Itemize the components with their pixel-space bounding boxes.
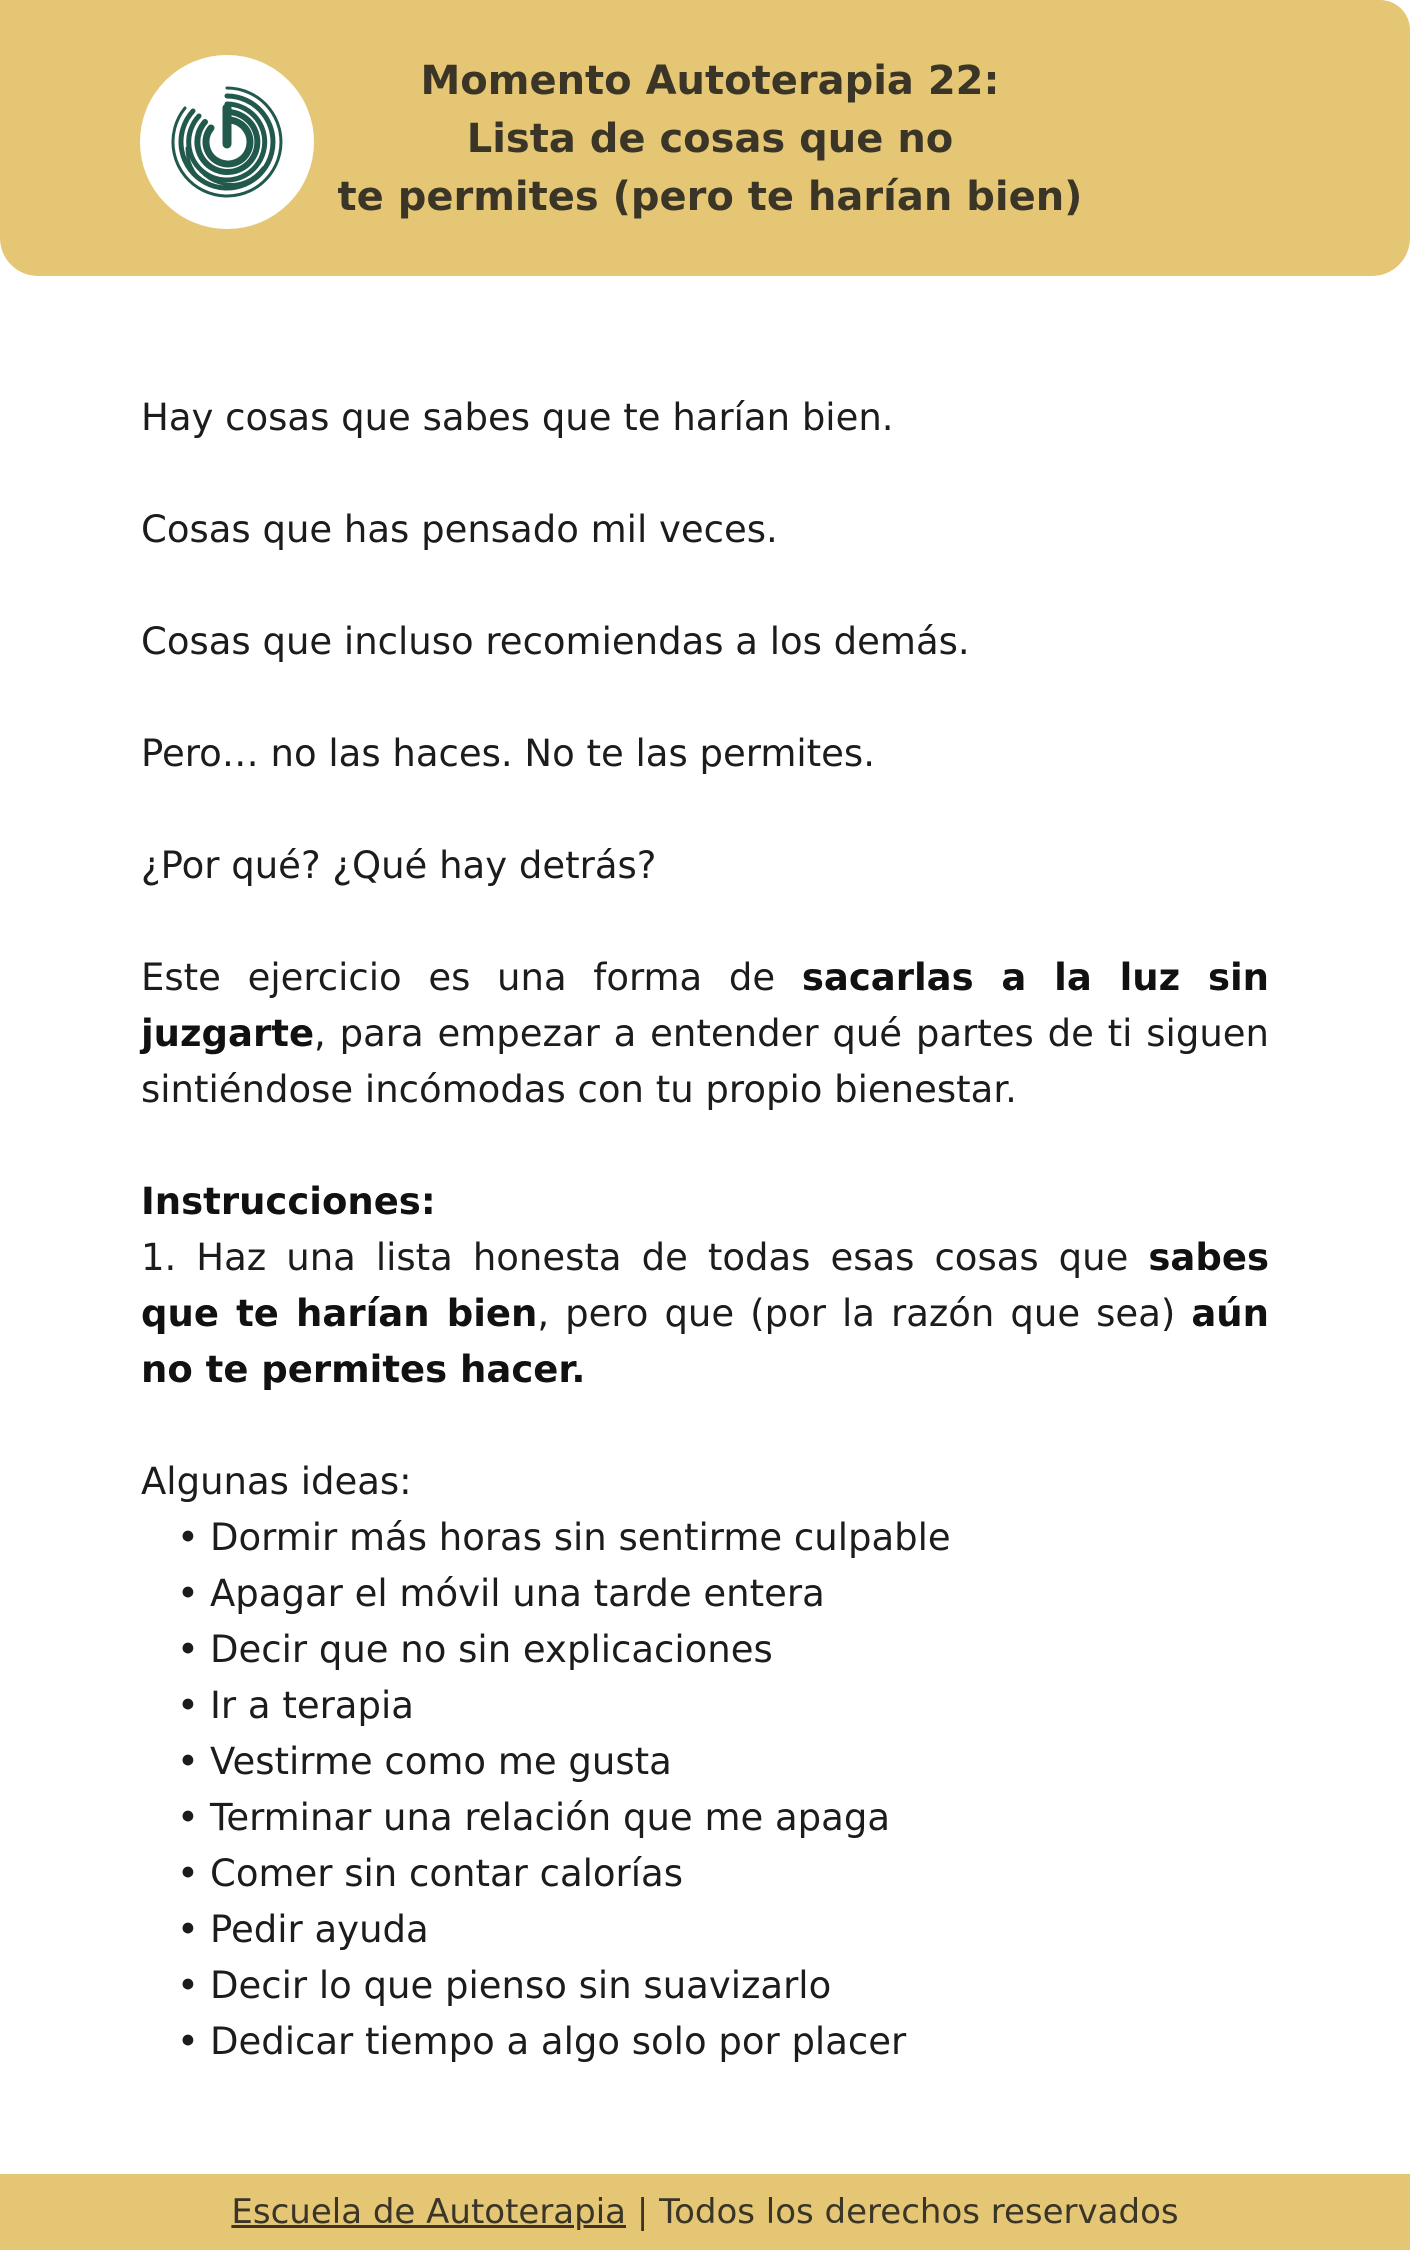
bullet-icon: • [177, 1740, 199, 1783]
header-banner [0, 0, 1410, 276]
footer-separator: | [626, 2192, 660, 2232]
list-item-text: Terminar una relación que me apaga [210, 1796, 891, 1839]
step1-text-middle: , pero que (por la razón que sea) [537, 1292, 1192, 1335]
instructions-heading: Instrucciones: [141, 1180, 436, 1223]
list-item [141, 1790, 1269, 1846]
instructions-step-1 [141, 1230, 1269, 1398]
list-item [141, 1566, 1269, 1622]
title-line-2: Lista de cosas que no [466, 116, 954, 162]
main-content [141, 390, 1269, 2070]
list-item [141, 1846, 1269, 1902]
ideas-list [141, 1510, 1269, 2070]
instructions-section [141, 1174, 1269, 2070]
school-link[interactable]: Escuela de Autoterapia [231, 2192, 627, 2232]
intro-paragraph-4: Pero… no las haces. No te las permites. [141, 732, 875, 775]
footer-bar [0, 2174, 1410, 2250]
list-item [141, 2014, 1269, 2070]
title-line-3: te permites (pero te harían bien) [337, 174, 1083, 220]
footer-rights: Todos los derechos reservados [659, 2192, 1179, 2232]
list-item-text: Vestirme como me gusta [210, 1740, 672, 1783]
list-item-text: Comer sin contar calorías [210, 1852, 683, 1895]
bullet-icon: • [177, 1684, 199, 1727]
intro-paragraph-1: Hay cosas que sabes que te harían bien. [141, 396, 894, 439]
p6-text-after: , para empezar a entender qué partes de ti siguen sintiéndose incómodas con tu propio bienestar. [141, 1012, 1269, 1111]
intro-paragraph-6 [141, 950, 1269, 1118]
list-item-text: Decir lo que pienso sin suavizarlo [210, 1964, 832, 2007]
step1-bold-1: sabes que te harían bien [141, 1236, 1269, 1335]
bullet-icon: • [177, 1628, 199, 1671]
list-item [141, 1734, 1269, 1790]
list-item [141, 1678, 1269, 1734]
spiral-logo-icon [163, 78, 291, 206]
list-item-text: Ir a terapia [210, 1684, 414, 1727]
logo [140, 55, 314, 229]
list-item [141, 1622, 1269, 1678]
bullet-icon: • [177, 1516, 199, 1559]
list-item [141, 1510, 1269, 1566]
step1-bold-2: aún no te permites hacer. [141, 1292, 1269, 1391]
p6-bold-text: sacarlas a la luz sin juzgarte [141, 956, 1270, 1055]
step1-text-before: 1. Haz una lista honesta de todas esas cosas que [141, 1236, 1149, 1279]
intro-paragraph-3: Cosas que incluso recomiendas a los demás. [141, 620, 970, 663]
intro-paragraph-2: Cosas que has pensado mil veces. [141, 508, 778, 551]
bullet-icon: • [177, 1908, 199, 1951]
list-item-text: Apagar el móvil una tarde entera [210, 1572, 825, 1615]
bullet-icon: • [177, 1852, 199, 1895]
list-item [141, 1902, 1269, 1958]
list-item-text: Dormir más horas sin sentirme culpable [210, 1516, 951, 1559]
bullet-icon: • [177, 2020, 199, 2063]
list-item [141, 1958, 1269, 2014]
bullet-icon: • [177, 1964, 199, 2007]
bullet-icon: • [177, 1572, 199, 1615]
intro-paragraph-5: ¿Por qué? ¿Qué hay detrás? [141, 844, 657, 887]
bullet-icon: • [177, 1796, 199, 1839]
page-title [330, 52, 1090, 226]
list-item-text: Decir que no sin explicaciones [210, 1628, 773, 1671]
p6-text-before: Este ejercicio es una forma de [141, 956, 802, 999]
title-line-1: Momento Autoterapia 22: [420, 58, 1000, 104]
list-item-text: Dedicar tiempo a algo solo por placer [210, 2020, 907, 2063]
list-item-text: Pedir ayuda [210, 1908, 429, 1951]
ideas-label: Algunas ideas: [141, 1460, 412, 1503]
